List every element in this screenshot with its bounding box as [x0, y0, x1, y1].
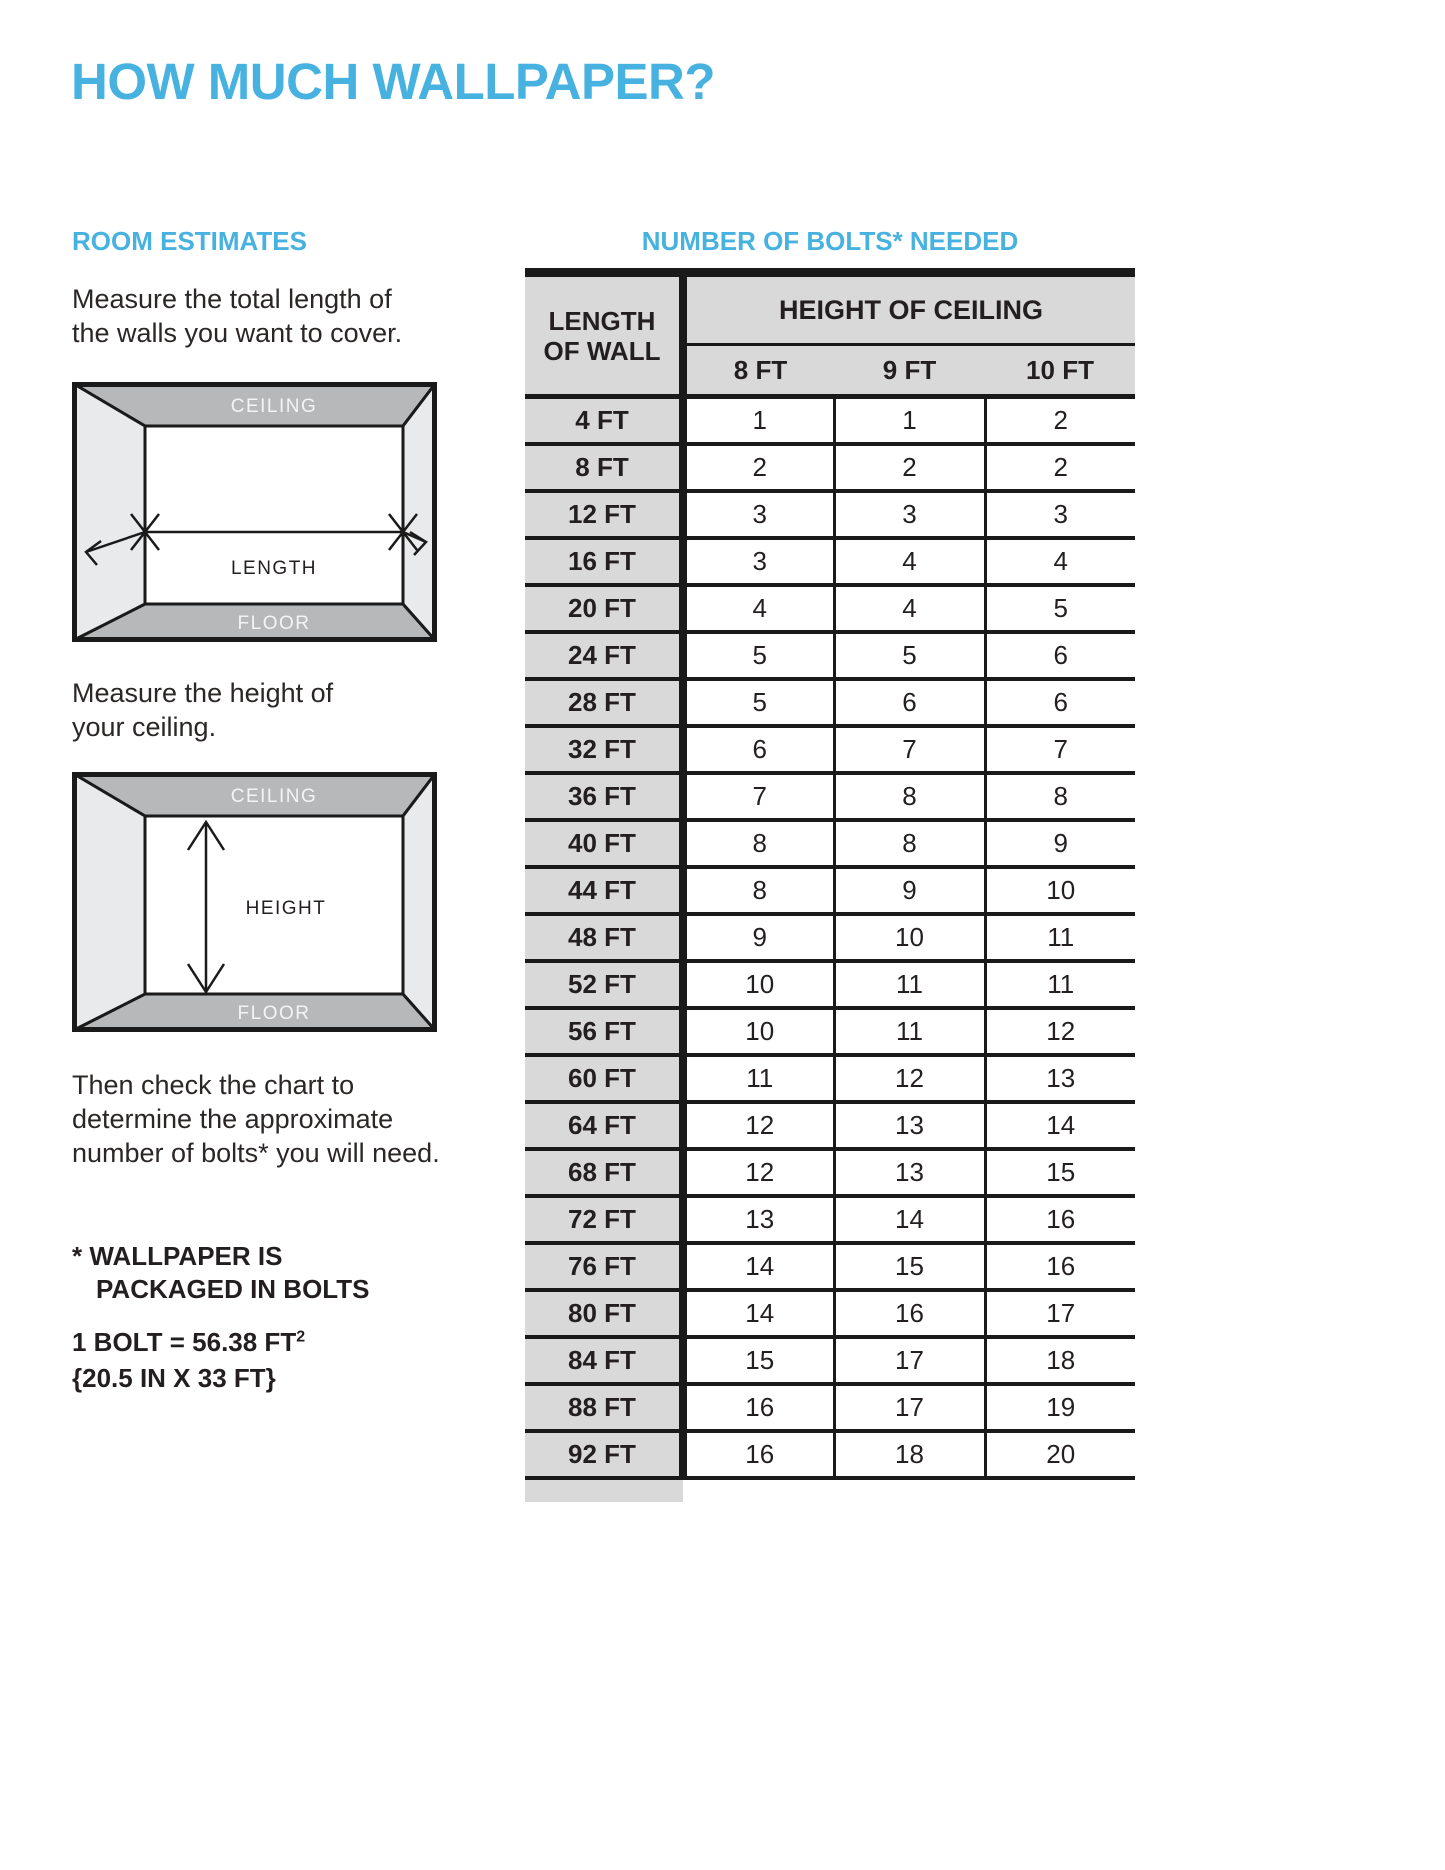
text-line: the walls you want to cover.	[72, 318, 403, 348]
bolts-value-cell: 8	[834, 820, 985, 867]
bolts-value-cell: 7	[683, 773, 834, 820]
bolts-footnote	[72, 1240, 369, 1306]
wall-length-cell: 76 FT	[525, 1243, 683, 1290]
left-wall	[74, 774, 145, 1030]
wall-length-cell: 60 FT	[525, 1055, 683, 1102]
table-row	[525, 1384, 1135, 1431]
table-row	[525, 773, 1135, 820]
table-row	[525, 397, 1135, 445]
bolts-value-cell: 14	[985, 1102, 1135, 1149]
table-row	[525, 632, 1135, 679]
header-text-line: OF WALL	[543, 335, 661, 366]
asterisk: *	[72, 1241, 83, 1271]
room-length-diagram	[72, 382, 437, 642]
header-text-line: LENGTH	[548, 305, 656, 336]
ceiling-label: CEILING	[230, 786, 318, 807]
bolts-value-cell: 5	[834, 632, 985, 679]
table-row	[525, 726, 1135, 773]
text-line: your ceiling.	[72, 712, 217, 742]
bolts-value-cell: 16	[683, 1431, 834, 1478]
bolts-value-cell: 1	[683, 397, 834, 445]
bolts-value-cell: 5	[683, 632, 834, 679]
table-row	[525, 867, 1135, 914]
wall-length-cell: 4 FT	[525, 397, 683, 445]
table-row	[525, 1102, 1135, 1149]
bolts-value-cell: 2	[834, 444, 985, 491]
table-row	[525, 1431, 1135, 1478]
bolts-value-cell: 10	[683, 1008, 834, 1055]
header-row-group	[525, 273, 1135, 345]
bolts-value-cell: 13	[834, 1149, 985, 1196]
right-wall	[403, 774, 435, 1030]
bolts-value-cell: 4	[985, 538, 1135, 585]
bolts-value-cell: 14	[834, 1196, 985, 1243]
text-line: determine the approximate	[72, 1104, 394, 1134]
bolts-value-cell: 15	[985, 1149, 1135, 1196]
bolts-table-container	[525, 268, 1135, 1502]
bolts-value-cell: 10	[683, 961, 834, 1008]
text-line: Measure the total length of	[72, 284, 392, 314]
wall-length-cell: 8 FT	[525, 444, 683, 491]
room-height-diagram	[72, 772, 437, 1032]
wall-length-cell: 52 FT	[525, 961, 683, 1008]
bolts-value-cell: 17	[834, 1337, 985, 1384]
bolts-value-cell: 19	[985, 1384, 1135, 1431]
bolts-value-cell: 4	[683, 585, 834, 632]
bolts-value-cell: 11	[985, 961, 1135, 1008]
bolts-value-cell: 10	[985, 867, 1135, 914]
bolt-equation-text: 1 BOLT = 56.38 FT	[72, 1327, 297, 1357]
bolts-value-cell: 8	[683, 820, 834, 867]
bolt-dimensions: {20.5 IN X 33 FT}	[72, 1363, 276, 1393]
wall-length-cell: 12 FT	[525, 491, 683, 538]
bolts-value-cell: 7	[834, 726, 985, 773]
bolts-value-cell: 8	[985, 773, 1135, 820]
bolts-value-cell: 12	[834, 1055, 985, 1102]
bolts-needed-heading: NUMBER OF BOLTS* NEEDED	[641, 226, 1019, 256]
bolts-value-cell: 2	[985, 444, 1135, 491]
wall-length-cell: 64 FT	[525, 1102, 683, 1149]
bolts-value-cell: 8	[683, 867, 834, 914]
table-row	[525, 1243, 1135, 1290]
wall-length-cell: 48 FT	[525, 914, 683, 961]
room-estimates-heading: ROOM ESTIMATES	[72, 226, 307, 256]
bolts-value-cell: 16	[985, 1196, 1135, 1243]
bolts-value-cell: 11	[683, 1055, 834, 1102]
room-height-svg	[72, 772, 437, 1032]
bolts-value-cell: 9	[683, 914, 834, 961]
bolts-value-cell: 3	[683, 538, 834, 585]
wall-length-cell: 16 FT	[525, 538, 683, 585]
table-row	[525, 961, 1135, 1008]
wall-length-cell: 72 FT	[525, 1196, 683, 1243]
table-row	[525, 1337, 1135, 1384]
bolts-value-cell: 17	[985, 1290, 1135, 1337]
bolts-value-cell: 3	[834, 491, 985, 538]
bolts-value-cell: 10	[834, 914, 985, 961]
instruction-measure-height	[72, 676, 333, 744]
footnote-line: PACKAGED IN BOLTS	[96, 1274, 370, 1304]
wall-length-cell: 20 FT	[525, 585, 683, 632]
table-row	[525, 1196, 1135, 1243]
bolt-size-info	[72, 1324, 305, 1396]
table-row	[525, 1149, 1135, 1196]
bolts-value-cell: 16	[683, 1384, 834, 1431]
table-row	[525, 1008, 1135, 1055]
bolts-value-cell: 7	[985, 726, 1135, 773]
bolts-value-cell: 9	[985, 820, 1135, 867]
bolts-value-cell: 13	[985, 1055, 1135, 1102]
bolts-value-cell: 13	[834, 1102, 985, 1149]
table-row	[525, 491, 1135, 538]
bolts-value-cell: 15	[683, 1337, 834, 1384]
wall-length-cell: 32 FT	[525, 726, 683, 773]
table-row	[525, 820, 1135, 867]
wall-length-cell: 56 FT	[525, 1008, 683, 1055]
wall-length-cell: 28 FT	[525, 679, 683, 726]
wall-length-cell: 80 FT	[525, 1290, 683, 1337]
table-row	[525, 538, 1135, 585]
bolts-value-cell: 2	[985, 397, 1135, 445]
column-header-8ft: 8 FT	[683, 345, 834, 397]
footnote-line	[72, 1240, 369, 1273]
bolts-value-cell: 13	[683, 1196, 834, 1243]
instruction-check-chart	[72, 1068, 440, 1170]
wall-length-cell: 40 FT	[525, 820, 683, 867]
bolts-value-cell: 4	[834, 538, 985, 585]
wall-length-cell: 68 FT	[525, 1149, 683, 1196]
bolts-value-cell: 5	[985, 585, 1135, 632]
bolts-table-body	[525, 397, 1135, 1479]
bolts-value-cell: 15	[834, 1243, 985, 1290]
ceiling-label: CEILING	[230, 396, 318, 417]
bolts-value-cell: 18	[985, 1337, 1135, 1384]
table-row	[525, 679, 1135, 726]
instruction-measure-length	[72, 282, 402, 350]
wall-length-cell: 88 FT	[525, 1384, 683, 1431]
length-label: LENGTH	[230, 558, 318, 579]
bolts-value-cell: 3	[985, 491, 1135, 538]
table-row	[525, 1055, 1135, 1102]
bolts-value-cell: 14	[683, 1290, 834, 1337]
bolts-value-cell: 8	[834, 773, 985, 820]
table-row	[525, 585, 1135, 632]
room-walls	[74, 384, 435, 640]
bolts-value-cell: 11	[985, 914, 1135, 961]
bolts-value-cell: 20	[985, 1431, 1135, 1478]
wall-length-cell: 36 FT	[525, 773, 683, 820]
page-title: HOW MUCH WALLPAPER?	[71, 53, 715, 110]
text-line: Measure the height of	[72, 678, 334, 708]
bolts-value-cell: 6	[985, 679, 1135, 726]
bolts-value-cell: 6	[985, 632, 1135, 679]
bolts-value-cell: 16	[834, 1290, 985, 1337]
bolts-value-cell: 16	[985, 1243, 1135, 1290]
bolts-value-cell: 4	[834, 585, 985, 632]
height-of-ceiling-header: HEIGHT OF CEILING	[683, 273, 1135, 345]
bolts-value-cell: 12	[683, 1149, 834, 1196]
bolts-value-cell: 12	[985, 1008, 1135, 1055]
bolts-value-cell: 6	[834, 679, 985, 726]
bolts-value-cell: 5	[683, 679, 834, 726]
floor-label: FLOOR	[237, 1003, 311, 1024]
wall-length-cell: 44 FT	[525, 867, 683, 914]
bolts-value-cell: 3	[683, 491, 834, 538]
bolts-value-cell: 6	[683, 726, 834, 773]
bolts-value-cell: 1	[834, 397, 985, 445]
right-wall	[403, 384, 435, 640]
bolt-equation-superscript: 2	[296, 1328, 306, 1346]
room-length-svg	[72, 382, 437, 642]
column-header-9ft: 9 FT	[834, 345, 985, 397]
left-wall	[74, 384, 145, 640]
table-row	[525, 444, 1135, 491]
bolts-table	[525, 268, 1135, 1480]
bolts-value-cell: 18	[834, 1431, 985, 1478]
bolt-equation	[72, 1324, 305, 1360]
bolts-value-cell: 9	[834, 867, 985, 914]
length-of-wall-header	[525, 273, 683, 397]
bolts-value-cell: 11	[834, 961, 985, 1008]
bolts-value-cell: 12	[683, 1102, 834, 1149]
wall-length-cell: 84 FT	[525, 1337, 683, 1384]
bolts-value-cell: 17	[834, 1384, 985, 1431]
height-label: HEIGHT	[245, 898, 327, 919]
wall-length-cell: 24 FT	[525, 632, 683, 679]
bolts-value-cell: 2	[683, 444, 834, 491]
column-header-10ft: 10 FT	[985, 345, 1135, 397]
table-row	[525, 1290, 1135, 1337]
text-line: Then check the chart to	[72, 1070, 355, 1100]
wall-length-cell: 92 FT	[525, 1431, 683, 1478]
table-row	[525, 914, 1135, 961]
bolts-value-cell: 14	[683, 1243, 834, 1290]
text-line: number of bolts* you will need.	[72, 1138, 440, 1168]
table-footer-stub	[525, 1480, 683, 1502]
bolts-value-cell: 11	[834, 1008, 985, 1055]
floor-label: FLOOR	[237, 613, 311, 634]
footnote-text: WALLPAPER IS	[89, 1241, 283, 1271]
